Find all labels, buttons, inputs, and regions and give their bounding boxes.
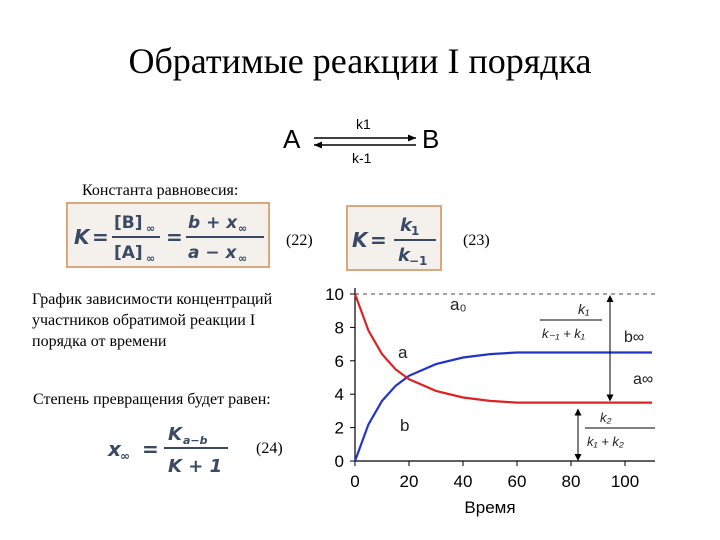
graph-caption: График зависимости концентраций участников обратимой реакции I порядка от времени [32,291,273,350]
equilibrium-constant-label: Константа равновесия: [82,182,239,199]
svg-text:K: K [352,228,368,252]
svg-text:−1: −1 [409,254,428,268]
x-tick-label: 20 [399,472,419,491]
arrow-a-range-head-top [575,409,582,416]
annotation-curve-a: a [398,343,408,362]
y-tick-label: 10 [325,285,344,304]
svg-text:[A]: [A] [114,243,143,263]
equation-23-number: (23) [463,232,490,249]
svg-text:b + x: b + x [188,213,238,233]
svg-text:1: 1 [411,224,420,238]
y-tick-label: 8 [334,318,344,338]
product-b: B [422,124,440,154]
annotation-curve-b: b [400,416,410,435]
svg-text:∞: ∞ [120,449,130,463]
svg-text:∞: ∞ [146,252,156,265]
y-tick-label: 0 [334,452,344,471]
page-title: Обратимые реакции I порядка [128,41,592,81]
arrow-b-range-head-top [607,295,614,302]
svg-text:K: K [74,225,90,249]
x-axis-label: Время [464,498,516,517]
svg-text:k: k [398,245,410,266]
y-tick-label: 2 [334,418,344,438]
equation-22-number: (22) [286,232,313,249]
annotation-frac1-num: k₁ [578,301,590,317]
x-tick-label: 40 [453,472,473,491]
svg-text:a−b: a−b [183,434,208,447]
svg-text:=: = [92,225,109,249]
svg-text:K + 1: K + 1 [168,456,223,477]
equation-23-formula [346,205,442,271]
conversion-degree-label: Степень превращения будет равен: [33,391,271,408]
svg-text:x: x [108,437,121,461]
arrow-b-range-head-bottom [607,395,614,402]
y-tick-label: 6 [334,351,344,371]
equation-22-formula [66,202,270,268]
k-forward: k1 [356,116,371,132]
svg-text:=: = [142,437,159,461]
svg-text:∞: ∞ [238,252,248,265]
annotation-a-inf: a∞ [633,371,654,388]
k-backward: k-1 [352,150,372,166]
annotation-a0: a₀ [450,295,467,314]
equation-24-number: (24) [256,440,283,457]
reactant-a: A [283,124,301,154]
annotation-b-inf: b∞ [624,329,645,346]
x-tick-label: 0 [350,472,360,491]
concentration-chart [320,280,665,525]
svg-text:[B]: [B] [114,213,143,233]
svg-text:K: K [168,424,182,445]
equation-24-formula [104,418,234,478]
svg-text:k: k [400,215,412,236]
annotation-frac1-den: k₋₁ + k₁ [542,326,585,341]
x-tick-label: 80 [561,472,581,491]
svg-text:=: = [370,228,387,252]
annotation-frac2-num: k₂ [600,410,612,425]
y-tick-label: 4 [334,385,344,405]
equilibrium-arrows-icon [310,133,420,151]
x-tick-label: 100 [610,472,640,491]
annotation-frac2-den: k₁ + k₂ [587,434,624,449]
x-tick-label: 60 [507,472,527,491]
svg-text:∞: ∞ [146,222,156,235]
svg-text:=: = [166,225,183,249]
svg-text:a − x: a − x [188,243,237,263]
svg-text:∞: ∞ [238,222,248,235]
arrow-a-range-head-bottom [575,454,582,461]
